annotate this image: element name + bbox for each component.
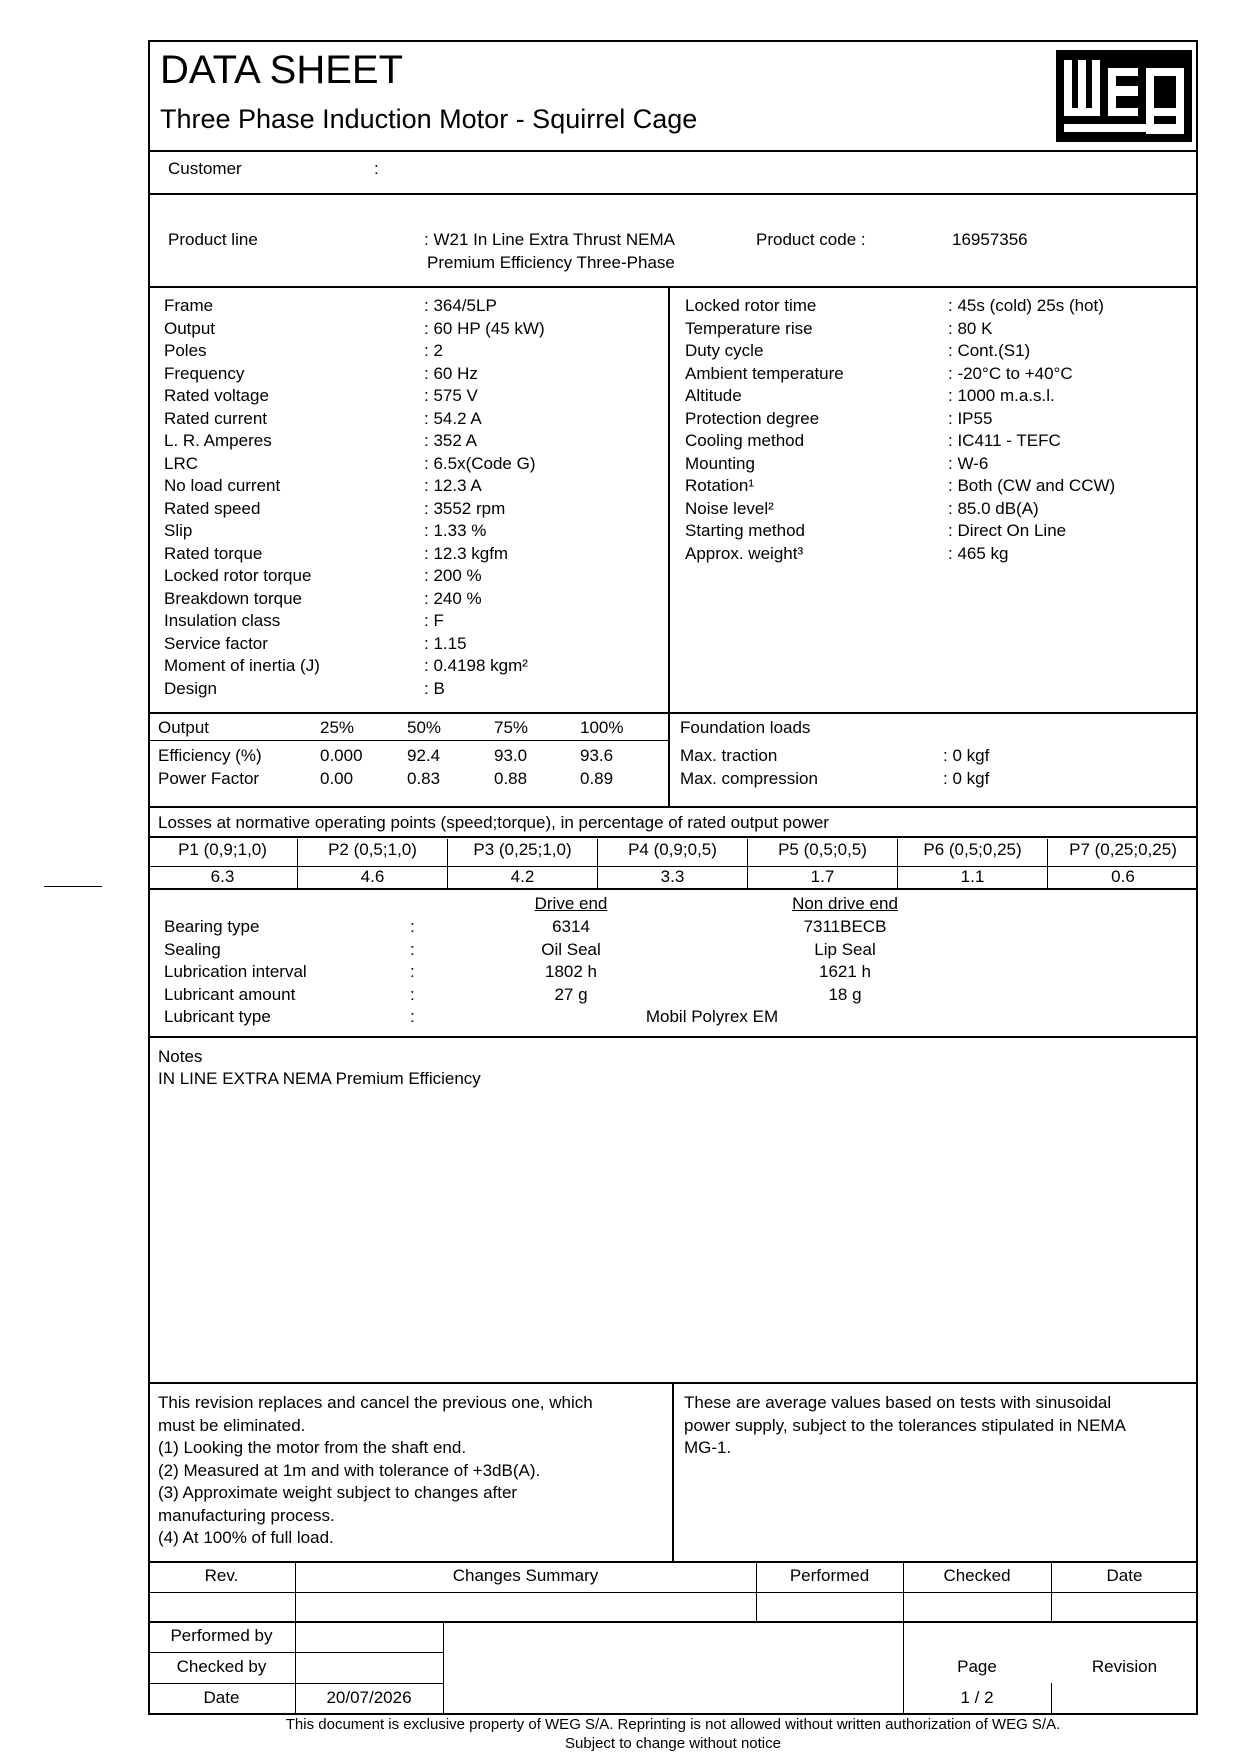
checked-header: Checked: [943, 1566, 1011, 1585]
spec-label: No load current: [164, 476, 281, 495]
footer-copyright: This document is exclusive property of WEG S/A. Reprinting is not allowed without written authorization of WEG S/A.: [285, 1716, 1061, 1733]
performed-header: Performed: [789, 1566, 870, 1585]
spec-value: : IC411 - TEFC: [948, 431, 1061, 450]
spec-value: : Cont.(S1): [948, 341, 1031, 360]
bearing-label: Lubricant amount: [164, 984, 296, 1004]
foundation-label: Max. traction: [680, 746, 778, 765]
spec-label: Insulation class: [164, 611, 281, 630]
perf-cell: 0.88: [494, 769, 528, 788]
loss-value: 4.6: [298, 866, 448, 888]
remark-line: (2) Measured at 1m and with tolerance of +3dB(A).: [158, 1460, 541, 1480]
bearing-label: Lubrication interval: [164, 962, 307, 981]
spec-label: Poles: [164, 341, 207, 360]
revision-label: Revision: [1091, 1657, 1158, 1676]
rev-header: Rev.: [204, 1566, 239, 1585]
loss-value: 6.3: [148, 866, 298, 888]
bearing-drive-end: 1802 h: [545, 962, 597, 981]
lubricant-type-label: Lubricant type: [164, 1007, 271, 1026]
spec-value: : 54.2 A: [424, 408, 482, 428]
lubricant-type-colon: :: [410, 1007, 415, 1026]
spec-value: : 465 kg: [948, 543, 1009, 563]
bearing-colon: :: [410, 939, 415, 959]
spec-value: : 12.3 A: [424, 476, 482, 495]
loss-value: 4.2: [448, 866, 598, 888]
spec-label: L. R. Amperes: [164, 431, 272, 450]
bearing-colon: :: [410, 962, 415, 981]
spec-value: : 1000 m.a.s.l.: [948, 386, 1055, 405]
bearing-non-drive-end: 1621 h: [819, 962, 871, 981]
notes-text: IN LINE EXTRA NEMA Premium Efficiency: [158, 1069, 481, 1088]
foundation-value: : 0 kgf: [943, 746, 990, 765]
spec-value: : IP55: [948, 408, 993, 428]
spec-value: : Both (CW and CCW): [948, 476, 1116, 495]
spec-label: Rated current: [164, 408, 267, 428]
date-value: 20/07/2026: [326, 1688, 412, 1707]
spec-label: Rotation¹: [685, 476, 754, 495]
bearing-label: Bearing type: [164, 917, 260, 936]
loss-point-header: P5 (0,5;0,5): [748, 839, 898, 866]
product-line-label: Product line: [168, 230, 258, 249]
perf-header-load: 25%: [320, 718, 355, 737]
loss-value: 0.6: [1111, 867, 1135, 886]
loss-value: 1.7: [748, 866, 898, 888]
remark-line: MG-1.: [684, 1438, 732, 1457]
perf-cell: 0.00: [320, 769, 354, 788]
date-label: Date: [203, 1688, 240, 1707]
spec-label: Output: [164, 318, 216, 338]
spec-label: Service factor: [164, 633, 268, 653]
drive-end-header: Drive end: [534, 894, 608, 913]
bearing-colon: :: [410, 917, 415, 936]
loss-point-header: P6 (0,5;0,25): [898, 839, 1048, 866]
spec-label: Starting method: [685, 521, 806, 540]
spec-label: Approx. weight³: [685, 543, 804, 563]
spec-label: Cooling method: [685, 431, 805, 450]
non-drive-end-header: Non drive end: [792, 894, 898, 913]
perf-row-label: Power Factor: [158, 769, 260, 788]
notes-title: Notes: [158, 1047, 203, 1066]
perf-cell: 93.0: [494, 746, 528, 765]
spec-label: Locked rotor torque: [164, 566, 312, 585]
losses-title: Losses at normative operating points (speed;torque), in percentage of rated output power: [158, 813, 829, 832]
spec-label: Rated speed: [164, 498, 261, 518]
spec-label: Duty cycle: [685, 341, 764, 360]
product-line-value: : W21 In Line Extra Thrust NEMA: [424, 230, 675, 249]
perf-header-load: 75%: [494, 718, 529, 737]
customer-colon: :: [374, 159, 379, 178]
perf-row-label: Efficiency (%): [158, 746, 262, 765]
perf-cell: 92.4: [407, 746, 441, 765]
spec-label: Protection degree: [685, 408, 820, 428]
perf-header-load: 50%: [407, 718, 442, 737]
perf-cell: 0.83: [407, 769, 441, 788]
spec-label: Design: [164, 678, 217, 698]
checked-by-label: Checked by: [176, 1657, 267, 1676]
spec-value: : 12.3 kgfm: [424, 543, 509, 563]
bearing-colon: :: [410, 984, 415, 1004]
remark-line: (1) Looking the motor from the shaft end.: [158, 1438, 467, 1457]
spec-value: : B: [424, 678, 445, 698]
margin-mark: [44, 886, 102, 887]
spec-value: : 240 %: [424, 588, 482, 608]
footer-notice: Subject to change without notice: [565, 1735, 781, 1752]
spec-value: : 60 HP (45 kW): [424, 318, 545, 338]
remark-line: must be eliminated.: [158, 1415, 306, 1435]
page-number: 1 / 2: [960, 1688, 994, 1707]
perf-header-load: 100%: [580, 718, 624, 737]
spec-label: Altitude: [685, 386, 742, 405]
spec-value: : 3552 rpm: [424, 498, 506, 518]
spec-value: : 80 K: [948, 318, 993, 338]
spec-value: : 6.5x(Code G): [424, 453, 536, 473]
remark-line: manufacturing process.: [158, 1505, 335, 1525]
date-header: Date: [1106, 1566, 1143, 1585]
spec-value: : 364/5LP: [424, 296, 497, 315]
spec-label: Rated voltage: [164, 386, 269, 405]
spec-value: : 352 A: [424, 431, 477, 450]
bearing-label: Sealing: [164, 939, 221, 959]
spec-value: : 45s (cold) 25s (hot): [948, 296, 1104, 315]
spec-value: : 575 V: [424, 386, 478, 405]
perf-cell: 0.89: [580, 769, 614, 788]
spec-label: Frequency: [164, 363, 245, 383]
changes-summary-header: Changes Summary: [452, 1566, 599, 1585]
spec-label: Locked rotor time: [685, 296, 817, 315]
bearing-non-drive-end: 7311BECB: [803, 917, 887, 936]
page-subtitle: Three Phase Induction Motor - Squirrel Cage: [160, 104, 698, 134]
spec-value: : 0.4198 kgm²: [424, 656, 528, 675]
bearing-drive-end: 6314: [552, 917, 590, 936]
perf-header-output: Output: [158, 718, 210, 737]
loss-value: 3.3: [598, 866, 748, 888]
remark-line: power supply, subject to the tolerances stipulated in NEMA: [684, 1415, 1126, 1435]
bearing-drive-end: 27 g: [554, 984, 588, 1004]
spec-label: Temperature rise: [685, 318, 813, 338]
loss-point-header: P2 (0,5;1,0): [298, 839, 448, 866]
loss-point-header: P1 (0,9;1,0): [148, 839, 298, 866]
foundation-value: : 0 kgf: [943, 769, 990, 788]
performed-by-label: Performed by: [170, 1626, 273, 1645]
product-line-value-2: Premium Efficiency Three-Phase: [427, 253, 675, 272]
spec-label: Moment of inertia (J): [164, 656, 320, 675]
bearing-non-drive-end: 18 g: [828, 984, 862, 1004]
spec-label: Rated torque: [164, 543, 263, 563]
spec-value: : Direct On Line: [948, 521, 1067, 540]
page-label: Page: [957, 1657, 997, 1676]
spec-value: : 1.15: [424, 633, 467, 653]
perf-cell: 93.6: [580, 746, 614, 765]
perf-cell: 0.000: [320, 746, 363, 765]
product-code-value: 16957356: [952, 230, 1028, 249]
spec-value: : 60 Hz: [424, 363, 478, 383]
spec-label: Slip: [164, 521, 193, 540]
bearing-non-drive-end: Lip Seal: [814, 939, 876, 959]
loss-point-header: P7 (0,25;0,25): [1069, 840, 1177, 859]
loss-point-header: P3 (0,25;1,0): [448, 839, 598, 866]
page-title: DATA SHEET: [160, 48, 404, 92]
bearing-drive-end: Oil Seal: [541, 939, 601, 959]
spec-label: Mounting: [685, 453, 755, 473]
spec-label: Ambient temperature: [685, 363, 844, 383]
remark-line: This revision replaces and cancel the previous one, which: [158, 1393, 593, 1412]
spec-value: : 1.33 %: [424, 521, 487, 540]
loss-point-header: P4 (0,9;0,5): [598, 839, 748, 866]
remark-line: These are average values based on tests with sinusoidal: [684, 1393, 1112, 1412]
foundation-label: Max. compression: [680, 769, 818, 788]
spec-label: Frame: [164, 296, 214, 315]
weg-logo-icon: [1056, 50, 1192, 142]
spec-label: Noise level²: [685, 498, 774, 518]
customer-label: Customer: [168, 159, 242, 178]
spec-label: Breakdown torque: [164, 588, 302, 608]
spec-value: : 85.0 dB(A): [948, 498, 1039, 518]
loss-value: 1.1: [898, 866, 1048, 888]
spec-value: : 2: [424, 341, 443, 360]
foundation-title: Foundation loads: [680, 718, 811, 737]
spec-value: : 200 %: [424, 566, 482, 585]
product-code-label: Product code :: [756, 230, 866, 249]
spec-value: : -20°C to +40°C: [948, 363, 1073, 383]
remark-line: (3) Approximate weight subject to changes after: [158, 1483, 518, 1502]
lubricant-type-value: Mobil Polyrex EM: [645, 1007, 779, 1026]
remark-line: (4) At 100% of full load.: [158, 1528, 334, 1547]
spec-value: : F: [424, 611, 444, 630]
spec-value: : W-6: [948, 453, 989, 473]
spec-label: LRC: [164, 453, 199, 473]
